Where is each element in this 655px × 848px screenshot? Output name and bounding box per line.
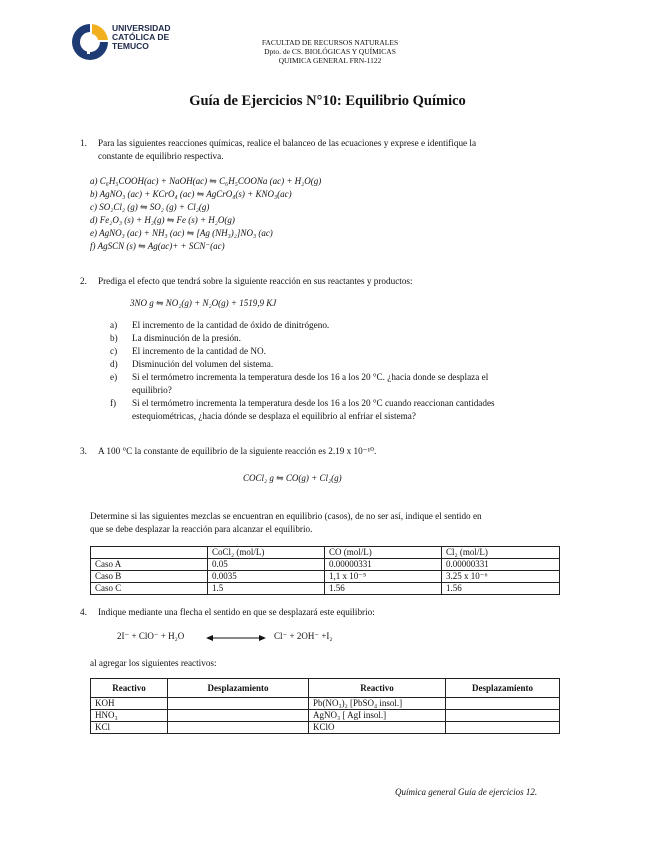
q3-instructions (90, 510, 560, 536)
table-row (91, 583, 560, 595)
q3-cell: 0.05 (208, 559, 325, 571)
q3-cell: 0.00000331 (442, 559, 560, 571)
q2-equation: 3NO g ⇋ NO₂(g) + N₂O(g) + 1519,9 KJ (130, 298, 277, 308)
table-row (91, 722, 560, 734)
q1-eq-e: e) AgNO₃ (ac) + NH₃ (ac) ⇋ [Ag (NH₃)₂]NO₃ (ac) (90, 228, 273, 238)
q3-cell: 0.0035 (208, 571, 325, 583)
q2-item-e-text: Si el termómetro incrementa la temperatura desde los 16 a los 20 °C. ¿hacia donde se desplaza el (132, 372, 489, 382)
q2-item-d-text: Disminución del volumen del sistema. (132, 359, 274, 369)
q3-th-3: Cl₂ (mol/L) (442, 547, 560, 559)
q2-item-e-label: e) (110, 372, 118, 382)
table-row (91, 710, 560, 722)
q3-cell: 0.00000331 (325, 559, 442, 571)
q3-text: A 100 °C la constante de equilibrio de la siguiente reacción es 2.19 x 10⁻¹⁰. (98, 446, 377, 456)
q3-number: 3. (80, 446, 87, 456)
q2-item-d (110, 358, 560, 371)
q4-cell (168, 722, 309, 734)
q4-cell (446, 722, 560, 734)
header-line-3: QUIMICA GENERAL FRN-1122 (278, 56, 382, 65)
logo-line-3: TEMUCO (112, 41, 149, 51)
header-line-2: Dpto. de CS. BIOLÓGICAS Y QUÍMICAS (264, 47, 396, 56)
q2-item-f-text2: estequiométricas, ¿hacia dónde se desplaza el equilibrio al enfriar el sistema? (132, 411, 416, 421)
q2-item-b-text: La disminución de la presión. (132, 333, 241, 343)
q2-item-d-label: d) (110, 359, 118, 369)
faculty-header (225, 38, 435, 65)
q4-cell: KOH (91, 698, 168, 710)
q4-text: Indique mediante una flecha el sentido en que se desplazará este equilibrio: (98, 607, 375, 617)
table-row (91, 559, 560, 571)
q4-cell: AgNO₃ [ AgI insol.] (309, 710, 446, 722)
q2-items (110, 319, 560, 423)
q1-eq-a: a) C₆H₅COOH(ac) + NaOH(ac) ⇋ C₆H₅COONa (ac) + H₂O(g) (90, 176, 322, 186)
q1-eq-b: b) AgNO₃ (ac) + KCrO₄ (ac) ⇋ AgCrO₄(s) + KNO₃(ac) (90, 189, 292, 199)
q3-cell: 1.56 (325, 583, 442, 595)
table-header-row (91, 547, 560, 559)
page-footer: Química general Guía de ejercicios 12. (395, 787, 538, 797)
q4-cell: HNO₃ (91, 710, 168, 722)
q4-products: Cl⁻ + 2OH⁻ +I₂ (274, 631, 333, 641)
q4-text2: al agregar los siguientes reactivos: (90, 658, 217, 668)
q1-text-line1: Para las siguientes reacciones químicas, realice el balanceo de las ecuaciones y exprese e identifique la (98, 138, 477, 148)
q2-item-e (110, 371, 560, 397)
q3-cell: Caso B (91, 571, 208, 583)
q3-th-2: CO (mol/L) (325, 547, 442, 559)
q3-cell: 1,1 x 10⁻⁵ (325, 571, 442, 583)
q3-cell: 1.56 (442, 583, 560, 595)
q3-cell: 3.25 x 10⁻⁶ (442, 571, 560, 583)
logo-line-2: CATÓLICA DE (112, 32, 170, 42)
q1-text (98, 137, 558, 163)
q3-equation: COCl₂ g ⇋ CO(g) + Cl₂(g) (243, 473, 342, 483)
page-title: Guía de Ejercicios N°10: Equilibrio Químico (189, 93, 466, 109)
header-line-1: FACULTAD DE RECURSOS NATURALES (261, 38, 399, 47)
q2-text: Prediga el efecto que tendrá sobre la siguiente reacción en sus reactantes y productos: (98, 276, 413, 286)
q2-number: 2. (80, 276, 87, 286)
q3-cell: Caso C (91, 583, 208, 595)
table-header-row (91, 679, 560, 698)
q4-cell (446, 698, 560, 710)
q2-item-b (110, 332, 560, 345)
q2-item-b-label: b) (110, 333, 118, 343)
q2-item-c (110, 345, 560, 358)
q2-item-c-text: El incremento de la cantidad de NO. (132, 346, 266, 356)
q4-th-0: Reactivo (91, 679, 168, 698)
university-logo (70, 22, 210, 62)
q1-equations (90, 175, 321, 253)
q4-reactants: 2I⁻ + ClO⁻ + H₂O (117, 631, 185, 641)
logo-emblem-icon (70, 22, 110, 62)
q2-item-f-text: Si el termómetro incrementa la temperatura desde los 16 a los 20 °C cuando reaccionan cantidades (132, 398, 495, 408)
q2-item-a-text: El incremento de la cantidad de óxido de dinitrógeno. (132, 320, 330, 330)
q4-th-2: Reactivo (309, 679, 446, 698)
q4-number: 4. (80, 607, 87, 617)
q4-th-3: Desplazamiento (446, 679, 560, 698)
q3-cell: 1.5 (208, 583, 325, 595)
q3-cell: Caso A (91, 559, 208, 571)
logo-line-1: UNIVERSIDAD (112, 23, 171, 33)
q1-text-line2: constante de equilibrio respectiva. (98, 151, 224, 161)
q4-cell (446, 710, 560, 722)
q2-item-f-label: f) (110, 398, 117, 408)
q4-cell: KCl (91, 722, 168, 734)
q1-number: 1. (80, 138, 87, 148)
q4-cell (168, 710, 309, 722)
table-row (91, 571, 560, 583)
q4-cell: KClO (309, 722, 446, 734)
q3-instr-line2: que se debe desplazar la reacción para alcanzar el equilibrio. (90, 524, 313, 534)
q4-th-1: Desplazamiento (168, 679, 309, 698)
q3-th-0 (91, 547, 208, 559)
q2-item-a-label: a) (110, 320, 118, 330)
q2-item-c-label: c) (110, 346, 118, 356)
q1-eq-f: f) AgSCN (s) ⇋ Ag(ac)+ + SCN⁻(ac) (90, 241, 225, 251)
q3-table (90, 546, 560, 595)
q3-th-1: CoCl₂ (mol/L) (208, 547, 325, 559)
q2-item-f (110, 397, 560, 423)
q2-item-a (110, 319, 560, 332)
q3-instr-line1: Determine si las siguientes mezclas se encuentran en equilibrio (casos), de no ser así, indique el sentido en (90, 511, 482, 521)
table-row (91, 698, 560, 710)
q4-cell (168, 698, 309, 710)
q2-item-e-text2: equilibrio? (132, 385, 172, 395)
q1-eq-c: c) SO₂Cl₂ (g) ⇋ SO₂ (g) + Cl₂(g) (90, 202, 210, 212)
q1-eq-d: d) Fe₂O₃ (s) + H₂(g) ⇋ Fe (s) + H₂O(g) (90, 215, 235, 225)
double-arrow-icon (206, 633, 266, 643)
q4-cell: Pb(NO₃)₂ [PbSO₄ insol.] (309, 698, 446, 710)
q4-table (90, 678, 560, 734)
